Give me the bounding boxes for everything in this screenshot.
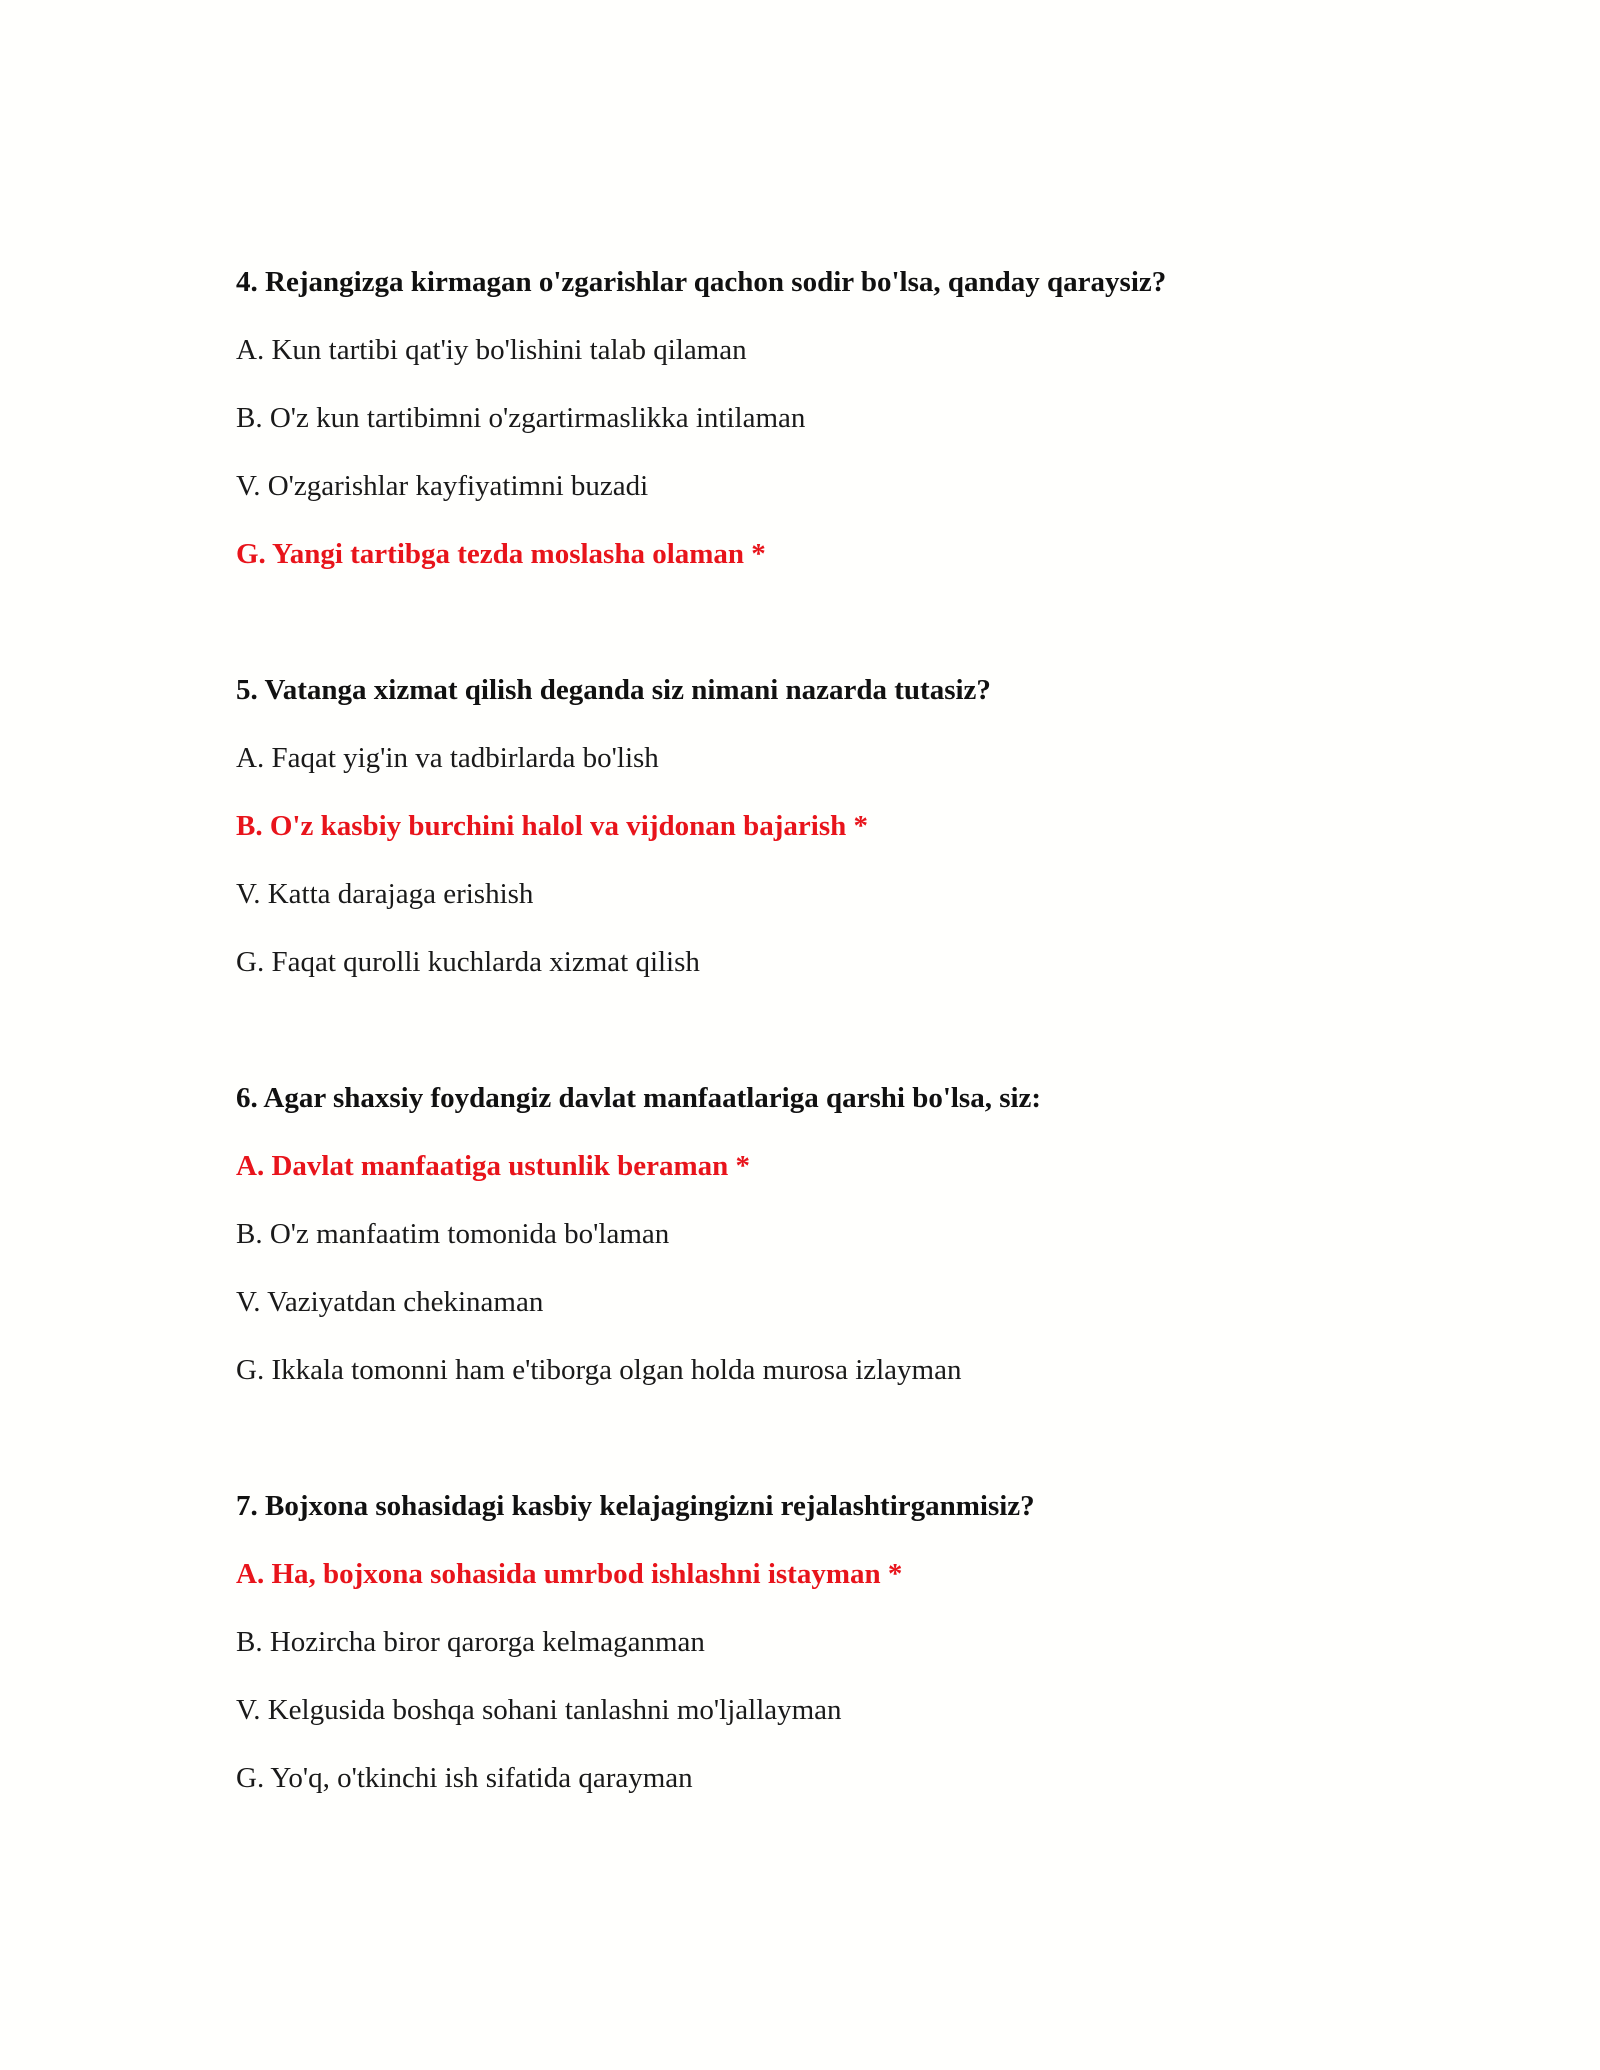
answer-option: A. Kun tartibi qat'iy bo'lishini talab qilaman bbox=[236, 334, 747, 366]
answer-option: V. O'zgarishlar kayfiyatimni buzadi bbox=[236, 470, 649, 502]
answer-option: G. Faqat qurolli kuchlarda xizmat qilish bbox=[236, 946, 700, 978]
correct-answer-option: A. Davlat manfaatiga ustunlik beraman * bbox=[236, 1150, 750, 1182]
answer-option: V. Vaziyatdan chekinaman bbox=[236, 1286, 544, 1318]
correct-answer-option: G. Yangi tartibga tezda moslasha olaman * bbox=[236, 538, 766, 570]
question-title: 6. Agar shaxsiy foydangiz davlat manfaatlariga qarshi bo'lsa, siz: bbox=[236, 1082, 1042, 1114]
question-block-5 bbox=[236, 656, 1436, 996]
answer-option: B. Hozircha biror qarorga kelmaganman bbox=[236, 1626, 705, 1658]
answer-option: G. Yo'q, o'tkinchi ish sifatida qarayman bbox=[236, 1762, 693, 1794]
answer-option: B. O'z kun tartibimni o'zgartirmaslikka intilaman bbox=[236, 402, 806, 434]
correct-answer-option: B. O'z kasbiy burchini halol va vijdonan bajarish * bbox=[236, 810, 868, 842]
question-block-6 bbox=[236, 1064, 1436, 1404]
quiz-content bbox=[236, 248, 1436, 1880]
question-title: 5. Vatanga xizmat qilish deganda siz nimani nazarda tutasiz? bbox=[236, 674, 991, 706]
question-title: 4. Rejangizga kirmagan o'zgarishlar qachon sodir bo'lsa, qanday qaraysiz? bbox=[236, 266, 1167, 298]
question-block-4 bbox=[236, 248, 1436, 588]
answer-option: G. Ikkala tomonni ham e'tiborga olgan holda murosa izlayman bbox=[236, 1354, 962, 1386]
answer-option: A. Faqat yig'in va tadbirlarda bo'lish bbox=[236, 742, 659, 774]
answer-option: B. O'z manfaatim tomonida bo'laman bbox=[236, 1218, 670, 1250]
correct-answer-option: A. Ha, bojxona sohasida umrbod ishlashni istayman * bbox=[236, 1558, 903, 1590]
question-block-7 bbox=[236, 1472, 1436, 1812]
answer-option: V. Katta darajaga erishish bbox=[236, 878, 534, 910]
answer-option: V. Kelgusida boshqa sohani tanlashni mo'ljallayman bbox=[236, 1694, 842, 1726]
question-title: 7. Bojxona sohasidagi kasbiy kelajagingizni rejalashtirganmisiz? bbox=[236, 1490, 1035, 1522]
